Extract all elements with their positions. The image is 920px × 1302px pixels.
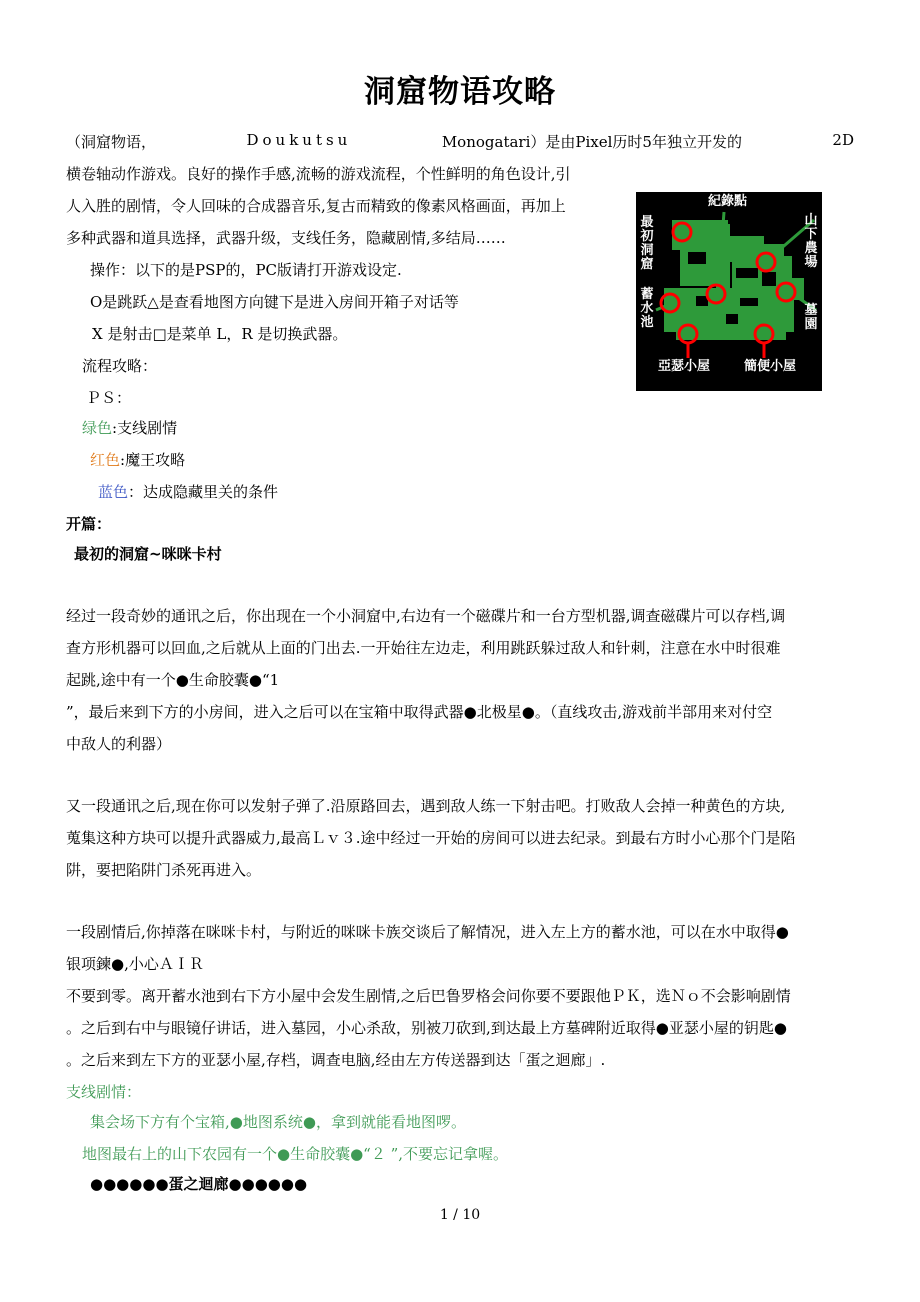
side-quest-line: 地图最右上的山下农园有一个●生命胶囊●“２ ”,不要忘记拿喔。 — [82, 1145, 509, 1163]
map-label-farm: 山下農場 — [804, 213, 818, 270]
legend-red-desc: :魔王攻略 — [120, 451, 186, 469]
map-label-first-cave: 最初洞窟 — [640, 215, 654, 272]
map-label-arthur-house: 亞瑟小屋 — [658, 359, 711, 374]
side-quest-line: 集会场下方有个宝箱,●地图系统●，拿到就能看地图啰。 — [90, 1113, 466, 1131]
cave-map-image — [636, 192, 822, 391]
intro-line: 人入胜的剧情，令人回味的合成器音乐,复古而精致的像素风格画面，再加上 — [66, 197, 566, 215]
controls-line: X 是射击□是菜单 L，R 是切换武器。 — [92, 325, 348, 343]
legend-blue-word: 蓝色 — [98, 483, 129, 501]
walkthrough-label: 流程攻略： — [82, 357, 158, 375]
paragraph-line: 经过一段奇妙的通讯之后，你出现在一个小洞窟中,右边有一个磁碟片和一台方型机器,调查磁碟片可以存档,调 — [66, 607, 786, 625]
paragraph-line: 。之后来到左下方的亚瑟小屋,存档，调查电脑,经由左方传送器到达「蛋之迴廊」. — [66, 1051, 606, 1069]
intro-text-a: （洞窟物语， — [66, 133, 157, 151]
intro-text-b: Doukutsu — [246, 131, 352, 149]
paragraph-line: 起跳,途中有一个●生命胶囊●“1 — [66, 671, 280, 689]
legend-blue-desc: ：达成隐藏里关的条件 — [128, 483, 279, 501]
legend-green-desc: :支线剧情 — [112, 419, 178, 437]
legend-green-word: 绿色 — [82, 419, 113, 437]
paragraph-line: 又一段通讯之后,现在你可以发射子弹了.沿原路回去，遇到敌人练一下射击吧。打败敌人会掉一种黄色的方块, — [66, 797, 786, 815]
side-quest-label: 支线剧情： — [66, 1083, 142, 1101]
legend-blue — [98, 482, 278, 502]
paragraph-line: 中敌人的利器） — [66, 735, 172, 753]
paragraph-line: 不要到零。离开蓄水池到右下方小屋中会发生剧情,之后巴鲁罗格会问你要不要跟他ＰＫ，选Ｎｏ不会影响剧情 — [66, 987, 791, 1005]
opening-subheading: 最初的洞窟~咪咪卡村 — [74, 545, 222, 563]
legend-red — [90, 450, 185, 470]
paragraph-line: 一段剧情后,你掉落在咪咪卡村，与附近的咪咪卡族交谈后了解情况，进入左上方的蓄水池，可以在水中取得● — [66, 923, 789, 941]
paragraph-line: 查方形机器可以回血,之后就从上面的门出去.一开始往左边走，利用跳跃躲过敌人和针刺，注意在水中时很难 — [66, 639, 781, 657]
map-label-graveyard: 墓園 — [804, 303, 818, 332]
map-label-save-point: 紀錄點 — [708, 194, 748, 209]
map-label-simple-house: 簡便小屋 — [744, 359, 797, 374]
paragraph-line: 银项鍊●,小心ＡＩＲ — [66, 955, 204, 973]
controls-line: 操作：以下的是PSP的，PC版请打开游戏设定. — [90, 261, 402, 279]
intro-line: 横卷轴动作游戏。良好的操作手感,流畅的游戏流程，个性鲜明的角色设计,引 — [66, 165, 571, 183]
ps-label: ＰＳ： — [86, 389, 132, 407]
paragraph-line: 。之后到右中与眼镜仔讲话，进入墓园，小心杀敌，别被刀砍到,到达最上方墓碑附近取得●亚瑟小屋的钥匙● — [66, 1019, 787, 1037]
paragraph-line: ”，最后来到下方的小房间，进入之后可以在宝箱中取得武器●北极星●。（直线攻击,游戏前半部用来对付空 — [66, 703, 773, 721]
paragraph-line: 阱，要把陷阱门杀死再进入。 — [66, 861, 262, 879]
intro-text-d: 2D — [832, 131, 854, 149]
paragraph-line: 蒐集这种方块可以提升武器威力,最高Ｌｖ３.途中经过一开始的房间可以进去纪录。到最右方时小心那个门是陷 — [66, 829, 796, 847]
controls-line: O是跳跃△是查看地图方向键下是进入房间开箱子对话等 — [90, 293, 459, 311]
intro-first-line — [66, 131, 854, 152]
intro-line: 多种武器和道具选择，武器升级，支线任务，隐藏剧情,多结局…… — [66, 229, 506, 247]
opening-heading: 开篇： — [66, 515, 112, 533]
document-title: 洞窟物语攻略 — [364, 74, 556, 110]
intro-text-c: Monogatari）是由Pixel历时5年独立开发的 — [441, 133, 742, 151]
legend-red-word: 红色 — [90, 451, 121, 469]
legend-green — [82, 418, 177, 438]
map-label-reservoir: 蓄水池 — [640, 287, 654, 330]
section-heading: ●●●●●●蛋之迴廊●●●●●● — [90, 1175, 308, 1193]
page-number: 1 / 10 — [439, 1207, 481, 1223]
